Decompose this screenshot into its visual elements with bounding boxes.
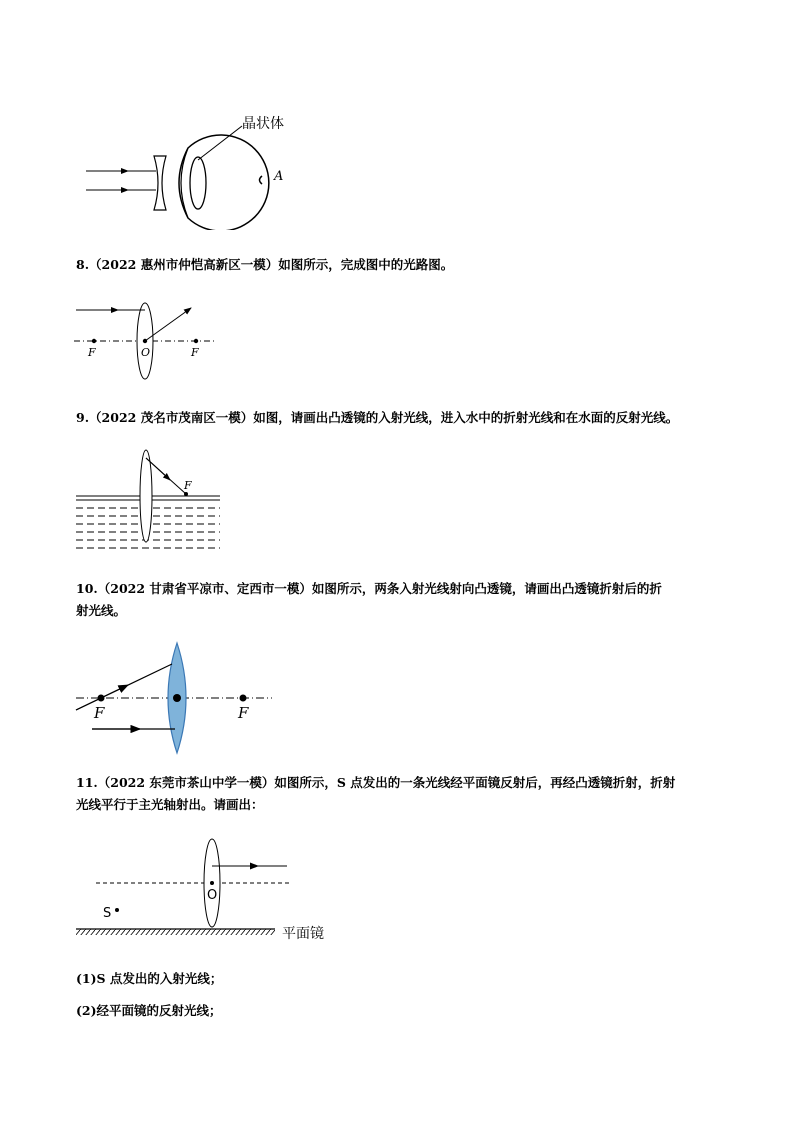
optical-center-dot — [210, 881, 214, 885]
concave-lens — [154, 156, 166, 210]
focus-right-dot — [240, 695, 247, 702]
mirror-hatching — [76, 929, 275, 935]
optical-center-label: O — [207, 888, 218, 903]
convex-lens — [140, 450, 152, 542]
question-11-line2: 光线平行于主光轴射出。请画出： — [76, 797, 264, 812]
focus-right-label: F — [191, 346, 199, 359]
q8-figure — [70, 296, 230, 386]
point-s-label: S — [103, 906, 112, 921]
focus-label: F — [184, 479, 192, 492]
focus-left-dot — [92, 339, 96, 343]
point-a-label: A — [274, 169, 284, 184]
question-10-line1: 10.（2022 甘肃省平凉市、定西市一模）如图所示，两条入射光线射向凸透镜，请画出凸透镜折射后的折 — [76, 581, 662, 596]
question-10 — [76, 578, 726, 622]
lens-pointer — [198, 126, 242, 160]
focus-left-label: F — [94, 704, 105, 722]
focus-left-label: F — [88, 346, 96, 359]
q10-figure — [70, 638, 280, 758]
eye-figure — [70, 100, 330, 230]
focus-left-dot — [98, 695, 105, 702]
mirror-label: 平面镜 — [282, 926, 324, 942]
focus-dot — [184, 492, 188, 496]
focus-right-dot — [194, 339, 198, 343]
focus-right-label: F — [238, 704, 249, 722]
sub-question-2: (2)经平面镜的反射光线； — [76, 1003, 222, 1018]
optical-center-label: O — [141, 346, 151, 359]
point-s-dot — [115, 908, 119, 912]
sub-question-1: (1)S 点发出的入射光线； — [76, 971, 223, 986]
question-8: 8.（2022 惠州市仲恺高新区一模）如图所示，完成图中的光路图。 — [76, 257, 454, 272]
cornea — [181, 148, 188, 218]
question-11-line1: 11.（2022 东莞市茶山中学一模）如图所示，S 点发出的一条光线经平面镜反射后，再经凸透镜折射，折射 — [76, 775, 676, 790]
q9-figure — [70, 446, 230, 558]
optical-center-dot — [143, 339, 147, 343]
retina-point-a — [260, 176, 263, 184]
lens-label: 晶状体 — [242, 116, 284, 132]
question-11 — [76, 772, 726, 816]
optical-center-dot — [173, 694, 181, 702]
question-9: 9.（2022 茂名市茂南区一模）如图，请画出凸透镜的入射光线，进入水中的折射光线和在水面的反射光线。 — [76, 410, 679, 425]
question-10-line2: 射光线。 — [76, 603, 127, 618]
crystalline-lens — [190, 157, 206, 209]
q11-figure — [70, 834, 340, 946]
